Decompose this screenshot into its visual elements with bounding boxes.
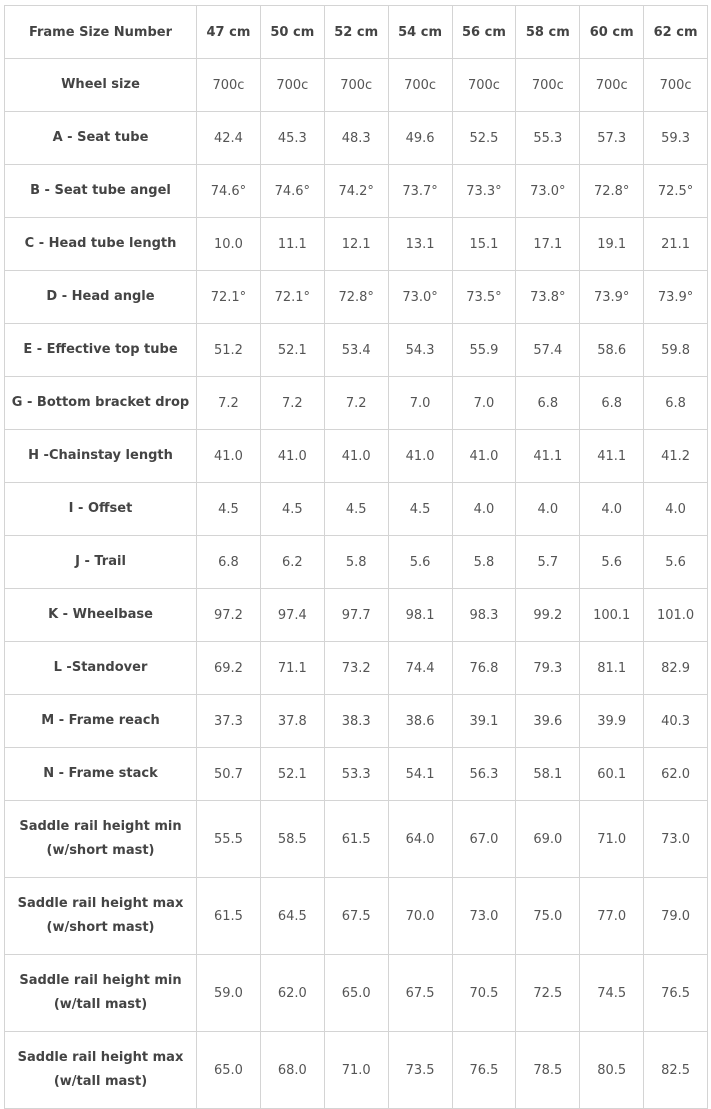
cell-value: 53.4: [324, 324, 388, 377]
cell-value: 7.2: [260, 377, 324, 430]
row-label-line: Saddle rail height max: [17, 1050, 184, 1065]
cell-value: 41.1: [580, 430, 644, 483]
cell-value: 74.6°: [260, 165, 324, 218]
cell-value: 52.1: [260, 324, 324, 377]
cell-value: 101.0: [644, 589, 708, 642]
cell-value: 58.1: [516, 748, 580, 801]
cell-value: 6.8: [580, 377, 644, 430]
cell-value: 41.0: [324, 430, 388, 483]
row-label: [5, 112, 197, 165]
cell-value: 81.1: [580, 642, 644, 695]
row-label-line: D - Head angle: [46, 289, 155, 304]
row-label-line: M - Frame reach: [41, 713, 160, 728]
table-row: [5, 218, 708, 271]
header-label: Frame Size Number: [5, 6, 197, 59]
row-label: [5, 165, 197, 218]
cell-value: 100.1: [580, 589, 644, 642]
row-label: [5, 955, 197, 1032]
cell-value: 98.1: [388, 589, 452, 642]
cell-value: 80.5: [580, 1032, 644, 1109]
cell-value: 72.5°: [644, 165, 708, 218]
cell-value: 73.9°: [644, 271, 708, 324]
table-row: [5, 536, 708, 589]
header-size: 58 cm: [516, 6, 580, 59]
row-label-line: C - Head tube length: [24, 236, 177, 251]
cell-value: 11.1: [260, 218, 324, 271]
cell-value: 5.6: [580, 536, 644, 589]
row-label-line: Wheel size: [61, 77, 140, 92]
cell-value: 61.5: [324, 801, 388, 878]
row-label-line: (w/short mast): [46, 920, 155, 935]
cell-value: 64.0: [388, 801, 452, 878]
cell-value: 5.8: [324, 536, 388, 589]
cell-value: 72.1°: [260, 271, 324, 324]
cell-value: 700c: [197, 59, 261, 112]
cell-value: 7.2: [324, 377, 388, 430]
row-label: [5, 324, 197, 377]
cell-value: 67.0: [452, 801, 516, 878]
cell-value: 73.9°: [580, 271, 644, 324]
cell-value: 41.0: [260, 430, 324, 483]
table-row: [5, 377, 708, 430]
cell-value: 55.3: [516, 112, 580, 165]
cell-value: 76.8: [452, 642, 516, 695]
geometry-table-container: [4, 5, 707, 1109]
cell-value: 78.5: [516, 1032, 580, 1109]
cell-value: 73.0: [644, 801, 708, 878]
row-label-line: Saddle rail height min: [19, 819, 182, 834]
cell-value: 37.3: [197, 695, 261, 748]
table-row: [5, 642, 708, 695]
table-row: [5, 324, 708, 377]
row-label: [5, 218, 197, 271]
cell-value: 97.7: [324, 589, 388, 642]
table-row: [5, 801, 708, 878]
cell-value: 77.0: [580, 878, 644, 955]
cell-value: 21.1: [644, 218, 708, 271]
cell-value: 65.0: [324, 955, 388, 1032]
row-label: [5, 536, 197, 589]
cell-value: 4.5: [388, 483, 452, 536]
cell-value: 38.6: [388, 695, 452, 748]
table-row: [5, 165, 708, 218]
row-label-line: J - Trail: [75, 554, 126, 569]
table-body: [5, 59, 708, 1109]
cell-value: 700c: [324, 59, 388, 112]
cell-value: 73.8°: [516, 271, 580, 324]
cell-value: 54.3: [388, 324, 452, 377]
table-row: [5, 112, 708, 165]
cell-value: 58.5: [260, 801, 324, 878]
cell-value: 59.8: [644, 324, 708, 377]
row-label: [5, 748, 197, 801]
cell-value: 49.6: [388, 112, 452, 165]
cell-value: 700c: [644, 59, 708, 112]
cell-value: 700c: [260, 59, 324, 112]
cell-value: 71.0: [324, 1032, 388, 1109]
cell-value: 98.3: [452, 589, 516, 642]
cell-value: 42.4: [197, 112, 261, 165]
cell-value: 6.8: [197, 536, 261, 589]
row-label-line: N - Frame stack: [43, 766, 158, 781]
row-label: [5, 59, 197, 112]
cell-value: 57.4: [516, 324, 580, 377]
cell-value: 73.7°: [388, 165, 452, 218]
cell-value: 74.6°: [197, 165, 261, 218]
cell-value: 41.0: [388, 430, 452, 483]
table-row: [5, 483, 708, 536]
frame-geometry-table: [4, 5, 708, 1109]
cell-value: 700c: [580, 59, 644, 112]
cell-value: 59.3: [644, 112, 708, 165]
cell-value: 7.0: [388, 377, 452, 430]
cell-value: 97.2: [197, 589, 261, 642]
cell-value: 41.1: [516, 430, 580, 483]
cell-value: 52.1: [260, 748, 324, 801]
header-size: 47 cm: [197, 6, 261, 59]
cell-value: 48.3: [324, 112, 388, 165]
cell-value: 19.1: [580, 218, 644, 271]
row-label-line: G - Bottom bracket drop: [11, 395, 190, 410]
cell-value: 74.2°: [324, 165, 388, 218]
cell-value: 39.1: [452, 695, 516, 748]
cell-value: 79.0: [644, 878, 708, 955]
cell-value: 72.1°: [197, 271, 261, 324]
cell-value: 53.3: [324, 748, 388, 801]
cell-value: 700c: [516, 59, 580, 112]
table-row: [5, 695, 708, 748]
cell-value: 70.5: [452, 955, 516, 1032]
cell-value: 72.8°: [324, 271, 388, 324]
cell-value: 4.0: [516, 483, 580, 536]
cell-value: 41.2: [644, 430, 708, 483]
cell-value: 54.1: [388, 748, 452, 801]
cell-value: 5.7: [516, 536, 580, 589]
cell-value: 5.6: [388, 536, 452, 589]
cell-value: 79.3: [516, 642, 580, 695]
cell-value: 73.5°: [452, 271, 516, 324]
cell-value: 64.5: [260, 878, 324, 955]
cell-value: 17.1: [516, 218, 580, 271]
cell-value: 5.8: [452, 536, 516, 589]
row-label-line: H -Chainstay length: [28, 448, 173, 463]
cell-value: 4.0: [452, 483, 516, 536]
cell-value: 72.5: [516, 955, 580, 1032]
cell-value: 57.3: [580, 112, 644, 165]
cell-value: 4.5: [197, 483, 261, 536]
cell-value: 67.5: [388, 955, 452, 1032]
cell-value: 69.0: [516, 801, 580, 878]
cell-value: 73.5: [388, 1032, 452, 1109]
cell-value: 39.6: [516, 695, 580, 748]
row-label-line: Saddle rail height min: [19, 973, 182, 988]
cell-value: 76.5: [452, 1032, 516, 1109]
table-row: [5, 59, 708, 112]
cell-value: 70.0: [388, 878, 452, 955]
cell-value: 65.0: [197, 1032, 261, 1109]
cell-value: 67.5: [324, 878, 388, 955]
cell-value: 82.9: [644, 642, 708, 695]
cell-value: 62.0: [644, 748, 708, 801]
cell-value: 69.2: [197, 642, 261, 695]
header-size: 56 cm: [452, 6, 516, 59]
row-label: [5, 483, 197, 536]
row-label-line: Saddle rail height max: [17, 896, 184, 911]
table-row: [5, 430, 708, 483]
cell-value: 62.0: [260, 955, 324, 1032]
row-label: [5, 1032, 197, 1109]
cell-value: 61.5: [197, 878, 261, 955]
cell-value: 4.0: [644, 483, 708, 536]
cell-value: 59.0: [197, 955, 261, 1032]
cell-value: 52.5: [452, 112, 516, 165]
cell-value: 12.1: [324, 218, 388, 271]
row-label: [5, 695, 197, 748]
cell-value: 4.0: [580, 483, 644, 536]
cell-value: 75.0: [516, 878, 580, 955]
cell-value: 37.8: [260, 695, 324, 748]
cell-value: 10.0: [197, 218, 261, 271]
row-label-line: (w/tall mast): [53, 1074, 148, 1089]
header-size: 60 cm: [580, 6, 644, 59]
row-label-line: A - Seat tube: [52, 130, 149, 145]
cell-value: 73.2: [324, 642, 388, 695]
cell-value: 4.5: [324, 483, 388, 536]
row-label: [5, 642, 197, 695]
cell-value: 76.5: [644, 955, 708, 1032]
cell-value: 51.2: [197, 324, 261, 377]
cell-value: 7.0: [452, 377, 516, 430]
table-row: [5, 271, 708, 324]
cell-value: 41.0: [197, 430, 261, 483]
cell-value: 13.1: [388, 218, 452, 271]
cell-value: 55.9: [452, 324, 516, 377]
cell-value: 41.0: [452, 430, 516, 483]
row-label: [5, 878, 197, 955]
cell-value: 74.5: [580, 955, 644, 1032]
row-label: [5, 801, 197, 878]
cell-value: 55.5: [197, 801, 261, 878]
row-label-line: (w/short mast): [46, 843, 155, 858]
header-size: 52 cm: [324, 6, 388, 59]
cell-value: 56.3: [452, 748, 516, 801]
header-row: [5, 6, 708, 59]
header-size: 54 cm: [388, 6, 452, 59]
cell-value: 99.2: [516, 589, 580, 642]
cell-value: 5.6: [644, 536, 708, 589]
cell-value: 4.5: [260, 483, 324, 536]
cell-value: 6.8: [516, 377, 580, 430]
cell-value: 50.7: [197, 748, 261, 801]
cell-value: 45.3: [260, 112, 324, 165]
cell-value: 700c: [388, 59, 452, 112]
cell-value: 39.9: [580, 695, 644, 748]
cell-value: 73.0: [452, 878, 516, 955]
cell-value: 72.8°: [580, 165, 644, 218]
row-label: [5, 271, 197, 324]
cell-value: 40.3: [644, 695, 708, 748]
row-label-line: I - Offset: [68, 501, 133, 516]
row-label-line: K - Wheelbase: [48, 607, 153, 622]
cell-value: 73.0°: [516, 165, 580, 218]
cell-value: 60.1: [580, 748, 644, 801]
cell-value: 73.3°: [452, 165, 516, 218]
cell-value: 6.8: [644, 377, 708, 430]
row-label-line: L -Standover: [53, 660, 148, 675]
table-row: [5, 748, 708, 801]
cell-value: 74.4: [388, 642, 452, 695]
cell-value: 73.0°: [388, 271, 452, 324]
cell-value: 38.3: [324, 695, 388, 748]
cell-value: 7.2: [197, 377, 261, 430]
cell-value: 71.1: [260, 642, 324, 695]
header-size: 50 cm: [260, 6, 324, 59]
table-row: [5, 878, 708, 955]
row-label: [5, 430, 197, 483]
row-label-line: (w/tall mast): [53, 997, 148, 1012]
cell-value: 15.1: [452, 218, 516, 271]
header-size: 62 cm: [644, 6, 708, 59]
cell-value: 6.2: [260, 536, 324, 589]
row-label: [5, 589, 197, 642]
cell-value: 700c: [452, 59, 516, 112]
table-row: [5, 955, 708, 1032]
row-label-line: B - Seat tube angel: [30, 183, 171, 198]
cell-value: 97.4: [260, 589, 324, 642]
row-label: [5, 377, 197, 430]
cell-value: 68.0: [260, 1032, 324, 1109]
table-row: [5, 589, 708, 642]
cell-value: 71.0: [580, 801, 644, 878]
row-label-line: E - Effective top tube: [23, 342, 178, 357]
cell-value: 58.6: [580, 324, 644, 377]
table-row: [5, 1032, 708, 1109]
cell-value: 82.5: [644, 1032, 708, 1109]
